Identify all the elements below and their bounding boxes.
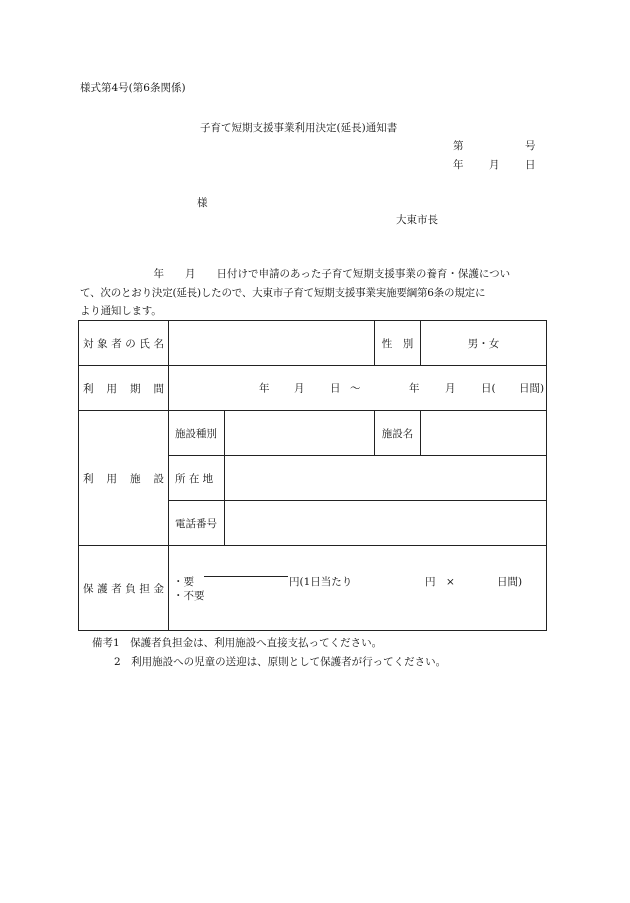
facility-type-field[interactable] — [225, 411, 375, 456]
document-number-suffix: 号 — [525, 140, 536, 152]
issue-date-day: 日 — [525, 159, 536, 171]
facility-phone-label: 電話番号 — [169, 501, 225, 546]
issue-date-year: 年 — [453, 159, 464, 171]
note-2: 2 利用施設への児童の送迎は、原則として保護者が行ってください。 — [114, 656, 447, 668]
table-row — [79, 546, 547, 631]
issuer-name: 大東市長 — [396, 214, 438, 226]
decision-details-table — [78, 320, 547, 631]
addressee-honorific: 様 — [197, 197, 208, 209]
table-row — [79, 366, 547, 411]
facility-name-label: 施設名 — [375, 411, 421, 456]
notice-body — [80, 265, 550, 321]
document-title: 子育て短期支援事業利用決定(延長)通知書 — [200, 122, 398, 134]
period-end-month: 月 — [445, 382, 456, 395]
burden-amount-line — [204, 576, 288, 577]
issue-date-month: 月 — [489, 159, 500, 171]
usage-period-field[interactable] — [169, 366, 547, 411]
period-start-month: 月 — [294, 382, 305, 395]
gender-value: 男・女 — [421, 321, 547, 366]
facility-phone-field[interactable] — [225, 501, 547, 546]
usage-period-label: 利用期間 — [79, 366, 169, 411]
burden-not-required-option: ・不要 — [173, 590, 205, 602]
facility-address-field[interactable] — [225, 456, 547, 501]
target-name-label: 対象者の氏名 — [79, 321, 169, 366]
burden-yen-times: 円 × — [425, 576, 455, 588]
table-row — [79, 321, 547, 366]
note-1: 備考1 保護者負担金は、利用施設へ直接支払ってください。 — [92, 637, 383, 649]
period-tilde: ～ — [350, 382, 361, 395]
notice-body-line-3: より通知します。 — [80, 305, 162, 317]
facility-address-label: 所 在 地 — [169, 456, 225, 501]
period-start-day: 日 — [330, 382, 341, 395]
period-start-year: 年 — [259, 382, 270, 395]
form-number-label: 様式第4号(第6条関係) — [80, 82, 186, 94]
facility-name-field[interactable] — [421, 411, 547, 456]
period-end-day: 日( — [481, 382, 496, 395]
target-name-field[interactable] — [169, 321, 375, 366]
notice-body-line-1: 年 月 日付けで申請のあった子育て短期支援事業の養育・保護につい — [80, 268, 511, 280]
notice-body-line-2: て、次のとおり決定(延長)したので、大東市子育て短期支援事業実施要綱第6条の規定に — [80, 286, 486, 299]
period-end-year: 年 — [409, 382, 420, 395]
period-days: 日間) — [519, 382, 545, 395]
burden-yen-per-day: 円(1日当たり — [289, 576, 353, 588]
burden-days: 日間) — [497, 576, 523, 588]
facility-type-label: 施設種別 — [169, 411, 225, 456]
guardian-burden-field[interactable] — [169, 546, 547, 631]
document-number-prefix: 第 — [453, 140, 464, 152]
facility-label: 利用施設 — [79, 411, 169, 546]
burden-required-option: ・要 — [173, 576, 194, 588]
guardian-burden-label: 保護者負担金 — [79, 546, 169, 631]
table-row — [79, 411, 547, 456]
gender-label: 性 別 — [375, 321, 421, 366]
